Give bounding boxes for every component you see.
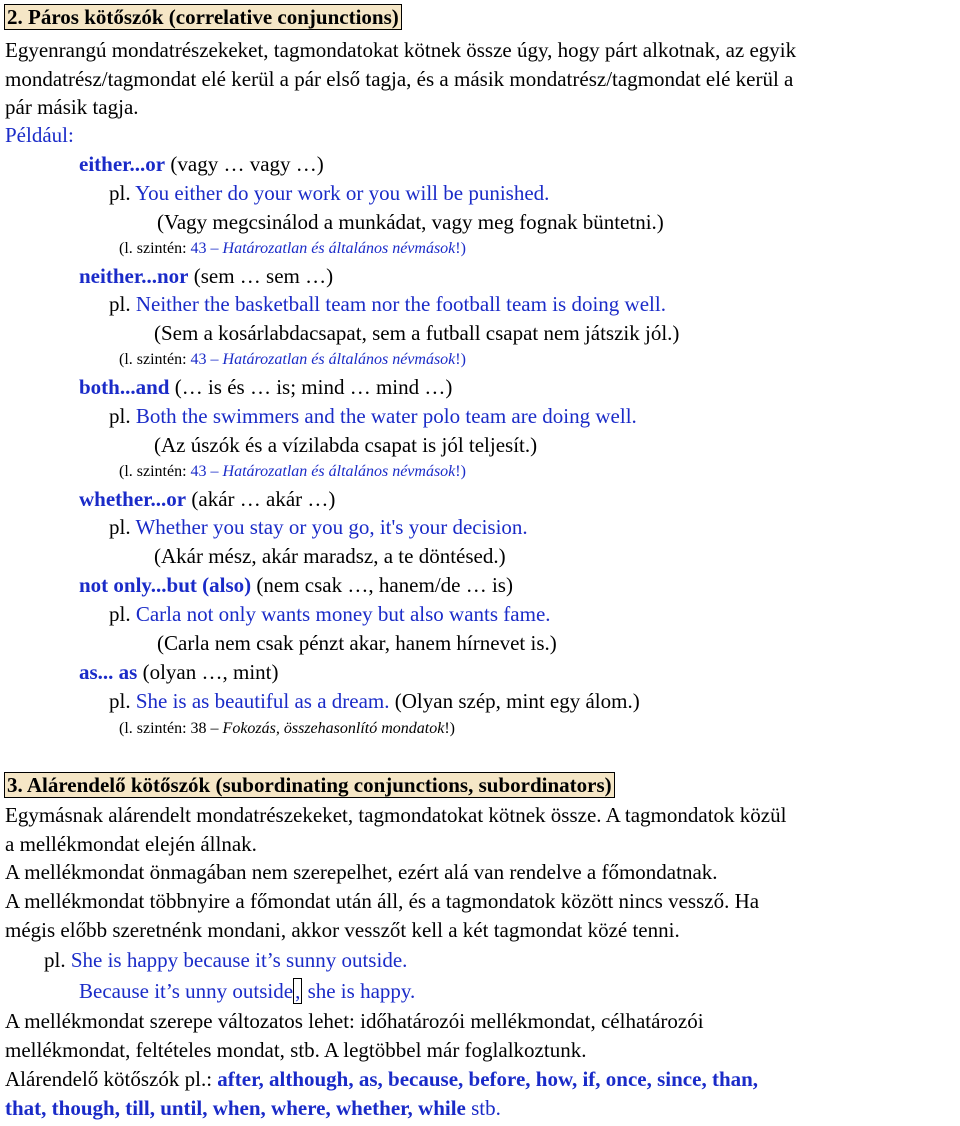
ref-either-or: (l. szintén: 43 – Határozatlan és általános névmások!) [119, 240, 466, 257]
ref-both-and: (l. szintén: 43 – Határozatlan és általános névmások!) [119, 463, 466, 480]
s3-line-7: mellékmondat, feltételes mondat, stb. A legtöbbel már foglalkoztunk. [5, 1038, 587, 1062]
ref-neither-nor: (l. szintén: 43 – Határozatlan és általános névmások!) [119, 351, 466, 368]
section-2-heading: 2. Páros kötőszók (correlative conjunctions) [4, 4, 402, 30]
subordinate-example-1: pl. She is happy because it’s sunny outside. [44, 948, 408, 972]
s3-line-4: A mellékmondat többnyire a főmondat után áll, és a tagmondatok között nincs vessző. Ha [5, 889, 760, 913]
conjunction-list-line-2: that, though, till, until, when, where, whether, while stb. [5, 1096, 501, 1120]
subordinate-example-2: Because it’s unny outside, she is happy. [79, 979, 416, 1003]
section-3-heading: 3. Alárendelő kötőszók (subordinating conjunctions, subordinators) [4, 772, 615, 798]
ref-as-as: (l. szintén: 38 – Fokozás, összehasonlító mondatok!) [119, 720, 455, 737]
pelda-label: Például: [5, 123, 74, 147]
term-either-or: either...or (vagy … vagy …) [79, 152, 324, 176]
example-as-as: pl. She is as beautiful as a dream. (Olyan szép, mint egy álom.) [109, 689, 640, 713]
s3-line-6: A mellékmondat szerepe változatos lehet: időhatározói mellékmondat, célhatározói [5, 1009, 704, 1033]
translation-both-and: (Az úszók és a vízilabda csapat is jól teljesít.) [154, 433, 538, 457]
term-not-only-but-also: not only...but (also) (nem csak …, hanem/de … is) [79, 573, 513, 597]
conjunction-list-line-1: Alárendelő kötőszók pl.: after, although, as, because, before, how, if, once, since, than, [5, 1067, 759, 1091]
example-either-or: pl. You either do your work or you will be punished. [109, 181, 550, 205]
example-both-and: pl. Both the swimmers and the water polo team are doing well. [109, 404, 637, 428]
s3-line-5: mégis előbb szeretnénk mondani, akkor vesszőt kell a két tagmondat közé tenni. [5, 918, 680, 942]
term-neither-nor: neither...nor (sem … sem …) [79, 264, 334, 288]
intro-line-2: mondatrész/tagmondat elé kerül a pár első tagja, és a másik mondatrész/tagmondat elé kerül a [5, 67, 794, 91]
term-as-as: as... as (olyan …, mint) [79, 660, 279, 684]
translation-whether-or: (Akár mész, akár maradsz, a te döntésed.) [154, 544, 506, 568]
s3-line-3: A mellékmondat önmagában nem szerepelhet, ezért alá van rendelve a főmondatnak. [5, 860, 718, 884]
s3-line-1: Egymásnak alárendelt mondatrészekeket, tagmondatokat kötnek össze. A tagmondatok közül [5, 803, 787, 827]
translation-neither-nor: (Sem a kosárlabdacsapat, sem a futball csapat nem játszik jól.) [154, 321, 680, 345]
comma-box: , [295, 979, 301, 1003]
s3-line-2: a mellékmondat elején állnak. [5, 832, 257, 856]
example-neither-nor: pl. Neither the basketball team nor the football team is doing well. [109, 292, 666, 316]
intro-line-1: Egyenrangú mondatrészekeket, tagmondatokat kötnek össze úgy, hogy párt alkotnak, az egyik [5, 38, 797, 62]
translation-either-or: (Vagy megcsinálod a munkádat, vagy meg fognak büntetni.) [157, 210, 664, 234]
term-whether-or: whether...or (akár … akár …) [79, 487, 336, 511]
term-both-and: both...and (… is és … is; mind … mind …) [79, 375, 453, 399]
intro-line-3: pár másik tagja. [5, 95, 139, 119]
example-not-only-but-also: pl. Carla not only wants money but also wants fame. [109, 602, 551, 626]
example-whether-or: pl. Whether you stay or you go, it's your decision. [109, 515, 528, 539]
translation-not-only-but-also: (Carla nem csak pénzt akar, hanem hírnevet is.) [157, 631, 557, 655]
